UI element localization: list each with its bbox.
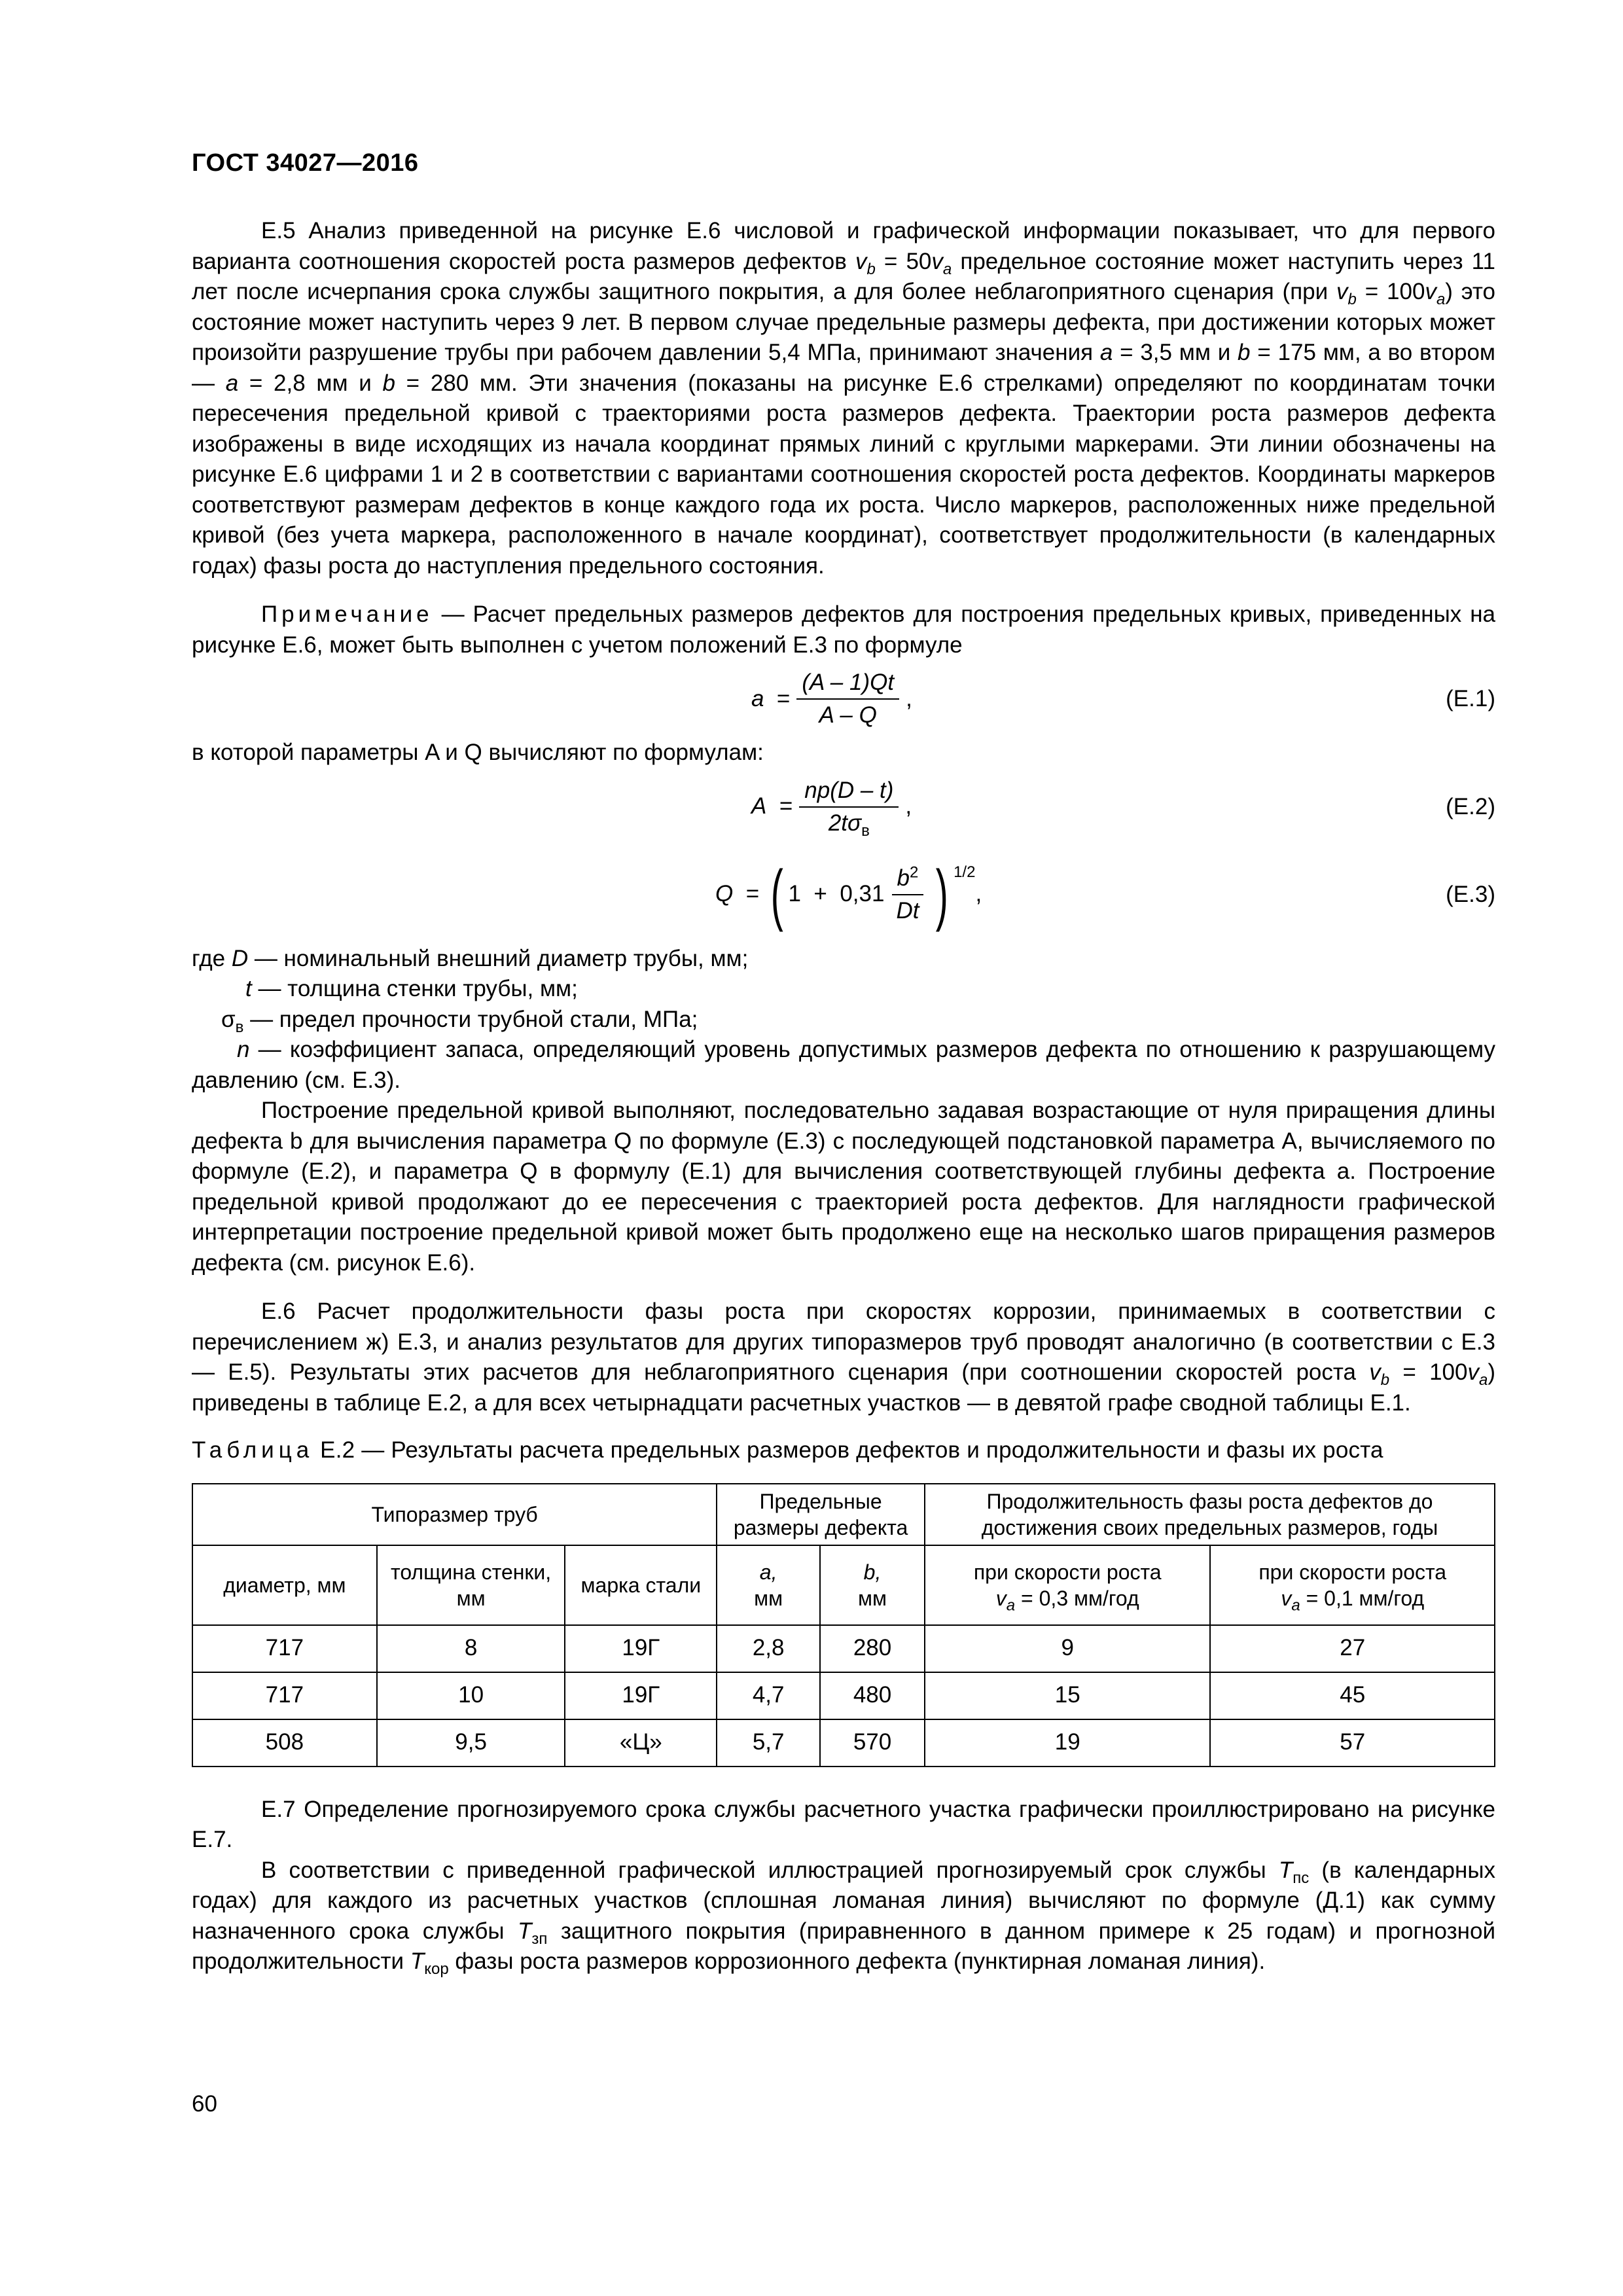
legend-item: $\sigma_в$ — предел прочности трубной стали, МПа;: [221, 1006, 698, 1036]
paragraph-e6: Е.6 Расчет продолжительности фазы роста при скоростях коррозии, принимаемых в соответствии с перечислением ж) Е.3, и анализ результатов для других типоразмеров труб проводят аналогично (в соответствии с Е.3 — Е.5). Результаты этих расчетов для неблагоприятного сценария (при соотношении скоростей роста $v_b = 100v_a$) приведены в таблице Е.2, а для всех четырнадцати расчетных участков — в девятой графе сводной таблицы Е.1.: [192, 1299, 1495, 1416]
legend-item: n — коэффициент запаса, определяющий уровень допустимых размеров дефекта по отношению к разрушающему давлению (см. Е.3).: [192, 1037, 1495, 1093]
formula-intro: в которой параметры A и Q вычисляют по формулам:: [192, 740, 764, 765]
equation-number: (Е.3): [1446, 881, 1495, 907]
formula-e2: A = $\frac{np(D - t)}{2t\sigma_в}$ , (Е.2): [751, 777, 1495, 840]
formula-e3: Q = ( 1 + 0,31 $\frac{b^2}{Dt}$ ) $^{1/2}$ , (Е.3): [715, 856, 1495, 933]
header-b: b, мм: [820, 1545, 925, 1625]
header-duration: Продолжительность фазы роста дефектов до достижения своих предельных размеров, годы: [925, 1484, 1495, 1545]
note-label: Примечание: [261, 601, 433, 627]
paragraph-forecast: В соответствии с приведенной графической иллюстрацией прогнозируемый срок службы $T_{пс}$ (в календарных годах) для каждого из расчетных участков (сплошная ломаная линия) вычисляют по формуле (Д.1) как сумму назначенного срока службы $T_{зп}$ защитного покрытия (приравненного в данном примере к 25 годам) и прогнозной продолжительности $T_{кор}$ фазы роста размеров коррозионного дефекта (пунктирная ломаная линия).: [192, 1857, 1495, 1978]
header-steel: марка стали: [565, 1545, 717, 1625]
header-a: a, мм: [717, 1545, 820, 1625]
equation-number: (Е.2): [1446, 793, 1495, 819]
paragraph-e5: Е.5 Анализ приведенной на рисунке Е.6 числовой и графической информации показывает, что для первого варианта соотношения скоростей роста размеров дефектов $v_b = 50v_a$ предельное состояние может наступить через 11 лет после исчерпания срока службы защитного покрытия, а для более неблагоприятного сценария (при $v_b = 100v_a$) это состояние может наступить через 9 лет. В первом случае предельные размеры дефекта, при достижении которых может произойти разрушение трубы при рабочем давлении 5,4 МПа, принимают значения a = 3,5 мм и b = 175 мм, а во втором — a = 2,8 мм и b = 280 мм. Эти значения (показаны на рисунке Е.6 стрелками) определяют по координатам точки пересечения предельной кривой с траекториями роста размеров дефекта. Траектории роста размеров дефекта изображены в виде исходящих из начала координат прямых линий с круглыми маркерами. Эти линии обозначены на рисунке Е.6 цифрами 1 и 2 в соответствии с вариантами соотношения скоростей роста дефектов. Координаты маркеров соответствуют размерам дефектов в конце каждого года их роста. Число маркеров, расположенных ниже предельной кривой (без учета маркера, расположенного в начале координат), соответствует продолжительности (в календарных годах) фазы роста до наступления предельного состояния.: [192, 218, 1496, 579]
header-limit-sizes: Предельные размеры дефекта: [717, 1484, 925, 1545]
symbol-legend: [192, 944, 1495, 1096]
header-speed-03: при скорости роста $v_a = 0,3$ мм/год: [925, 1545, 1210, 1625]
table-row: 717 8 19Г 2,8 280 9 27: [192, 1625, 1495, 1672]
table-row: 508 9,5 «Ц» 5,7 570 19 57: [192, 1719, 1495, 1767]
page-number: 60: [192, 2091, 217, 2117]
legend-item: где D — номинальный внешний диаметр трубы, мм;: [192, 945, 749, 971]
header-pipe-size: Типоразмер труб: [192, 1484, 717, 1545]
paragraph-build: Построение предельной кривой выполняют, последовательно задавая возрастающие от нуля приращения длины дефекта b для вычисления параметра Q по формуле (Е.3) с последующей подстановкой параметра A, вычисляемого по формуле (Е.2), и параметра Q в формулу (Е.1) для вычисления соответствующей глубины дефекта a. Построение предельной кривой продолжают до ее пересечения с траекторией роста дефектов. Для наглядности графической интерпретации построение предельной кривой может быть продолжено еще на несколько шагов приращения размеров дефекта (см. рисунок Е.6).: [192, 1098, 1495, 1276]
header-diameter: диаметр, мм: [192, 1545, 377, 1625]
paragraph-e7: Е.7 Определение прогнозируемого срока службы расчетного участка графически проиллюстрировано на рисунке Е.7.: [192, 1796, 1495, 1852]
table-row: 717 10 19Г 4,7 480 15 45: [192, 1672, 1495, 1719]
note-paragraph: Примечание — Расчет предельных размеров дефектов для построения предельных кривых, приведенных на рисунке Е.6, может быть выполнен с учетом положений Е.3 по формуле: [192, 601, 1495, 658]
header-speed-01: при скорости роста $v_a = 0,1$ мм/год: [1210, 1545, 1495, 1625]
formula-e1: a = $\frac{(A - 1)Qt}{A - Q}$ , (Е.1): [751, 670, 1495, 728]
document-header: ГОСТ 34027—2016: [192, 149, 419, 177]
results-table: [192, 1483, 1495, 1767]
header-thickness: толщина стенки, мм: [377, 1545, 565, 1625]
table-caption: Таблица Е.2 — Результаты расчета предельных размеров дефектов и продолжительности и фазы их роста: [192, 1437, 1383, 1463]
page-body: [192, 216, 1495, 1977]
equation-number: (Е.1): [1446, 686, 1495, 711]
legend-item: t — толщина стенки трубы, мм;: [245, 976, 578, 1001]
